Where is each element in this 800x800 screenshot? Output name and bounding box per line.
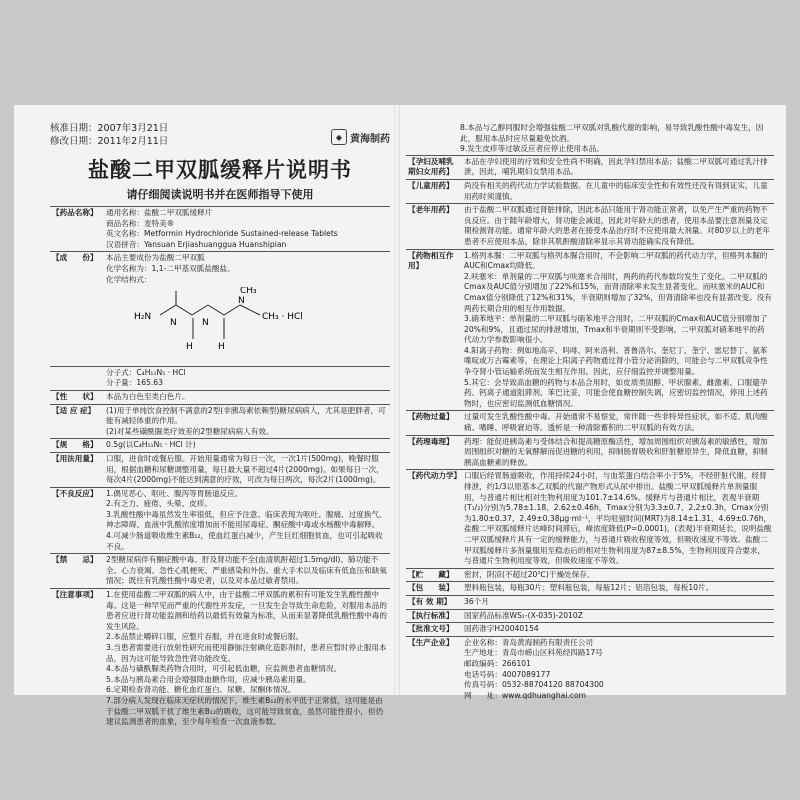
row-content <box>104 452 390 487</box>
row-content <box>462 568 774 582</box>
row-content <box>104 207 390 252</box>
row-text: 3.当患者需要进行放射性研究而使用静脉注射碘化造影剂时，患者应暂时停止服用本品，因为这可能导致急性肾功能改变。 <box>106 643 387 663</box>
logo-icon: ◆ <box>331 129 347 145</box>
row-content <box>104 366 390 390</box>
row-text: 汉语拼音：Yansuan Erjiashuanggua Huanshipian <box>106 239 287 249</box>
row-label: 【老年用药】 <box>406 204 462 249</box>
row-text: 本品主要成份为盐酸二甲双胍 <box>106 253 205 263</box>
revision-date: 修改日期：2011年2月11日 <box>50 136 169 147</box>
info-row <box>406 568 774 582</box>
left-column <box>50 105 390 729</box>
row-text: 2.呋塞米：单剂量的二甲双胍与呋塞米合用时，两药的药代参数均发生了变化。二甲双胍的Cmax及AUC值分别增加了22%和15%，而肾清除率未发生显著变化。而呋塞米的AUC和Cmax值分别降低了12%和31%，半衰期则增加了32%，但肾清除率也没有显著改变。没有两药长期合用的相互作用数据。 <box>464 271 772 313</box>
row-text: 密封，阴凉(不超过20℃)干燥处保存。 <box>464 569 595 579</box>
instruction-sheet <box>14 105 786 727</box>
company-lines <box>464 638 772 702</box>
row-text: (2)对某些磺酰脲类疗效差的2型糖尿病病人有效。 <box>106 426 274 436</box>
bond-line <box>240 305 260 315</box>
row-text: 0.5g(以C₄H₁₁N₅ · HCl 计) <box>106 440 196 450</box>
row-label: 【孕妇及哺乳期妇女用药】 <box>406 155 462 179</box>
row-label: 【执行标准】 <box>406 609 462 623</box>
bond-line <box>176 305 192 315</box>
row-text: 1.格列本脲：二甲双胍与格列本脲合用时，不会影响二甲双胍的药代动力学，但格列本脲的AUC和Cmax均降低。 <box>464 250 768 271</box>
bond-line <box>192 305 208 315</box>
row-text: 由于盐酸二甲双胍通过肾脏排除，因此本品只能用于肾功能正常者，以免产生严重的药物不良反应。由于随年龄增大，肾功能会减退，因此对年龄大的患者，使用本品要注意剂量及定期检测肾功能。通常年龄大的患者在接受本品治疗时不应使用最大剂量。对80岁以上的老年患者不应使用本品，除非其肌酐酸清除率显示其肾功能确实没有降低。 <box>464 205 770 246</box>
info-row <box>406 179 774 203</box>
company-text: 电话号码：4007089177 <box>464 669 551 679</box>
row-label: 【注意事项】 <box>50 589 104 729</box>
company-logo <box>331 129 390 145</box>
bond-line <box>208 305 224 315</box>
company-row <box>406 636 774 702</box>
row-label: 【贮 藏】 <box>406 568 462 582</box>
row-text: 化学结构式： <box>106 274 152 284</box>
bond-line <box>160 305 176 315</box>
row-text: 本品在孕妇使用的疗效和安全性尚不明确，因此孕妇禁用本品；盐酸二甲双胍可通过乳汁排泄，因此，哺乳期妇女禁用本品。 <box>464 156 768 177</box>
info-row <box>50 404 390 439</box>
row-content <box>462 435 774 470</box>
company-text: 生产地址：青岛市崂山区科苑经四路17号 <box>464 648 603 658</box>
row-text: 36个月 <box>464 596 489 606</box>
row-text: 7.部分病人发现在临床无症状的情况下，维生素B₁₂的水平低于正常值，这可能是由于盐酸二甲双胍干扰了维生素B₁₂的吸收，这可能导致贫血，虽然可能性很小，但仍建议监测患者的血象，至少每年检查一次血液参数。 <box>106 695 384 727</box>
logo-text: 黄海制药 <box>350 133 390 145</box>
row-content <box>462 582 774 596</box>
row-content <box>462 411 774 435</box>
row-content <box>462 595 774 609</box>
row-text: 1.偶见恶心、呕吐、腹泻等胃肠道反应。 <box>106 488 243 498</box>
row-content <box>104 252 390 366</box>
info-row <box>50 439 390 453</box>
atom-label: CH₃ <box>240 287 257 297</box>
atom-label: H <box>218 342 225 353</box>
row-label: 【药代动力学】 <box>406 470 462 568</box>
row-text: 2型糖尿病伴有酮症酸中毒、肝及肾功能不全(血清肌酐超过1.5mg/dl)、肺功能不全、心力衰竭、急性心肌梗死、严重感染和外伤、重大手术以及临床有低血压和缺氧情况；既往有乳酸性酸中毒史者，以及对本品过敏者禁用。 <box>106 555 387 586</box>
row-label: 【用法用量】 <box>50 452 104 487</box>
row-text: 2.本品禁止嚼碎口服，应整片吞服，并在进食时或餐后服。 <box>106 632 304 642</box>
row-text: 药理：能促进胰岛素与受体结合和提高糖原酶活性，增加周围组织对胰岛素的敏感性，增加周围组织对糖的无氧酵解而促进糖的利用，抑制肠胃吸收和肝脏糖原异生，降低血糖，抑制胰高血糖素的释放。 <box>464 436 768 467</box>
row-text: 2.有乏力、疲倦、头晕、皮疹。 <box>106 499 212 509</box>
row-text: 国家药品标准WS₁-(X-035)-2010Z <box>464 610 583 620</box>
row-label: 【禁 忌】 <box>50 554 104 589</box>
bond-line <box>224 305 240 315</box>
info-row <box>406 470 774 568</box>
row-text: 口服后经胃肠道吸收，作用持续24小时，与血浆蛋白结合率小于5%，不经肝脏代谢，经肾排泄，约1/3以原基本乙双胍的代谢产物形式从尿中排出。盐酸二甲双胍缓释片单剂量服用，与普通片相比相对生物利用度为101.7±14.6%。缓释片与普通片相比，表观半衰期(T₁/₂)分别为5.78±1.18、2.62±0.46h，Tmax分别为3.3±0.7、2.2±0.3h，Cmax分别为1.80±0.37、2.49±0.38μg·ml⁻¹，平均驻留时间(MRT)为8.14±1.31、4.69±0.76h，盐酸二甲双胍缓释片达峰时间滞后，峰浓度降低(P=0.0001)，(表观)半衰期延长，说明盐酸二甲双胍缓释片具有一定的缓释能力，与普通片吸收程度等效，但吸收速度不等效。盐酸二甲双胍缓释片多剂量服用至稳态后的相对生物利用度为87±8.5%，生物利用度符合要求，与普通片生物利用度等效，但吸收速度不等效。 <box>464 471 772 566</box>
row-text: 5.其它：会导致高血糖的药物与本品合用时，如皮质类固醇、甲状腺素、雌激素、口服避孕药、钙离子通道阻滞剂、苯巴比妥，可能会使血糖控制失调，应密切监控情况，停用上述药物时，也应密切监测低血糖情况。 <box>464 377 768 408</box>
row-label: 【适 应 症】 <box>50 404 104 439</box>
row-text: 分子量：165.63 <box>106 378 163 388</box>
row-text: 1.在使用盐酸二甲双胍的病人中，由于盐酸二甲双胍的累积有可能发生乳酸性酸中毒。这是一种罕见而严重的代谢性并发症，一旦发生会导致生命危险，对服用本品的患者应进行肾功能监测和给药以最低有效量为标准，从而来显著降低乳酸性酸中毒的发生风险。 <box>106 590 387 631</box>
atom-label: N <box>202 318 209 329</box>
row-content <box>462 155 774 179</box>
company-table <box>406 636 774 703</box>
atom-label: H₂N <box>134 312 152 323</box>
row-label: 【药品名称】 <box>50 207 104 252</box>
row-content <box>462 609 774 623</box>
row-text: 本品为白色至类白色片。 <box>106 391 190 401</box>
page-title: 盐酸二甲双胍缓释片说明书 <box>88 158 352 182</box>
info-row <box>406 435 774 470</box>
info-row <box>406 204 774 249</box>
atom-label: N <box>238 296 245 307</box>
precaution-text: 8.本品与乙醇同服时会增强盐酸二甲双胍对乳酸代谢的影响，易导致乳酸性酸中毒发生，因此，服用本品时应尽量避免饮酒。 <box>460 123 764 143</box>
row-label <box>50 366 104 390</box>
info-row <box>50 390 390 404</box>
row-label: 【药理毒理】 <box>406 435 462 470</box>
info-row <box>406 609 774 623</box>
row-text: 分子式：C₄H₁₁N₅ · HCl <box>106 367 186 377</box>
company-text: 传真号码：0532-88704120 88704300 <box>464 680 604 690</box>
row-text: 6.定期检查肾功能、糖化血红蛋白、尿糖、尿酮体情况。 <box>106 685 296 695</box>
row-label: 【成 份】 <box>50 252 104 366</box>
row-content <box>104 487 390 554</box>
info-row <box>406 595 774 609</box>
row-label: 【药物过量】 <box>406 411 462 435</box>
row-text: 商品名称：麦特美® <box>106 218 175 228</box>
info-row <box>50 366 390 390</box>
row-text: 化学名称为：1,1-二甲基双胍盐酸盐。 <box>106 263 235 273</box>
info-row <box>406 623 774 636</box>
page-subtitle: 请仔细阅读说明书并在医师指导下使用 <box>126 188 314 201</box>
chemical-structure <box>130 287 330 359</box>
left-info-table <box>50 206 390 729</box>
row-text: 过量可发生乳酸性酸中毒。开始通常不易察觉，常伴随一些非特异性症状，如不适、肌肉酸痛、嗜睡、呼吸窘迫等。透析是一种清除蓄积的二甲双胍的有效方法。 <box>464 412 768 433</box>
row-text: 国药准字H20040154 <box>464 624 539 634</box>
info-row <box>50 589 390 729</box>
row-text: (1)用于单纯饮食控制不满意的2型(非胰岛素依赖型)糖尿病病人，尤其是肥胖者，可能有减轻体重的作用。 <box>106 405 386 426</box>
info-row <box>406 155 774 179</box>
right-column <box>406 105 774 702</box>
row-content <box>462 179 774 203</box>
company-text: 邮政编码：266101 <box>464 658 531 668</box>
row-text: 通用名称：盐酸二甲双胍缓释片 <box>106 208 213 217</box>
info-row <box>406 249 774 411</box>
info-row <box>406 582 774 596</box>
row-text: 5.本品与胰岛素合用会增强降血糖作用，应减少胰岛素用量。 <box>106 674 311 684</box>
atom-label: N <box>170 318 177 329</box>
precaution-text: 9.发生皮疹等过敏反应者应停止使用本品。 <box>460 144 604 154</box>
row-text: 塑料瓶包装，每瓶30片；塑料瓶包装，每瓶12片；铝箔包装，每板10片。 <box>464 583 714 593</box>
atom-label: CH₃ · HCl <box>262 312 303 323</box>
right-info-table <box>406 155 774 636</box>
precautions-continued <box>406 123 774 155</box>
row-label: 【有 效 期】 <box>406 595 462 609</box>
row-text: 英文名称：Metformin Hydrochloride Sustained-release Tablets <box>106 229 338 239</box>
row-content <box>104 589 390 729</box>
row-content <box>104 404 390 439</box>
approval-date: 核准日期：2007年3月21日 <box>50 123 169 134</box>
row-text: 3.乳酸性酸中毒虽然发生率很低，但应予注意。临床表现为呕吐、腹痛、过度换气、神志障碍、血液中乳酸浓度增加而不能用尿毒症、酮症酸中毒或水杨酸中毒解释。 <box>106 509 387 530</box>
row-content <box>462 249 774 411</box>
info-row <box>50 207 390 252</box>
company-info <box>462 636 774 702</box>
row-content <box>104 554 390 589</box>
row-label: 【儿童用药】 <box>406 179 462 203</box>
row-text: 尚没有相关的药代动力学试验数据。在儿童中的临床安全性和有效性还没有得到证实，儿童用药时须谨慎。 <box>464 180 768 201</box>
atom-label: H <box>186 342 193 353</box>
row-content <box>462 623 774 636</box>
row-content <box>104 390 390 404</box>
row-text: 4.阳离子药物：例如地高辛、吗啡、阿米洛利、普鲁洛尔、奎尼丁、奎宁、雷尼替丁、氨苯喋啶或万古霉素等，在理论上阳离子药物通过肾小管分泌消除的，可能会与二甲双胍竞争性争夺肾小管运输系统而发生相互作用。因此，应仔细监控并调整用量。 <box>464 345 768 377</box>
row-label: 【不良反应】 <box>50 487 104 554</box>
info-row <box>406 411 774 435</box>
row-label: 【规 格】 <box>50 439 104 453</box>
row-text: 3.硝苯地平：单剂量的二甲双胍与硝苯地平合用时，二甲双胍的Cmax和AUC值分别增加了20%和9%，且通过尿的排泄增加，Tmax和半衰期则不受影响。二甲双胍对硝苯地平的药代动力学参数影响很小。 <box>464 314 768 345</box>
row-label: 【批准文号】 <box>406 623 462 636</box>
company-label: 【生产企业】 <box>406 636 462 702</box>
row-label: 【性 状】 <box>50 390 104 404</box>
info-row <box>50 452 390 487</box>
company-text: 网 址：www.qdhuanghai.com <box>464 690 587 700</box>
row-label: 【药物相互作用】 <box>406 249 462 411</box>
info-row <box>50 252 390 366</box>
row-label: 【包 装】 <box>406 582 462 596</box>
sheet-fold <box>394 105 400 695</box>
row-text: 口服，进食时或餐后服。开始用量通常为每日一次，一次1片(500mg)，晚餐时服用，根据血糖和尿糖调整用量，每日最大量不超过4片(2000mg)。如果每日一次，每次4片(2000mg)不能达到满意的疗效，可改为每日两次，每次2片(1000mg)。 <box>106 453 384 485</box>
row-text: 4.可减少肠道吸收维生素B₁₂，使血红蛋白减少，产生巨红细胞贫血，也可引起吸收不良。 <box>106 531 383 551</box>
info-row <box>50 487 390 554</box>
row-content <box>462 204 774 249</box>
info-row <box>50 554 390 589</box>
row-content <box>104 439 390 453</box>
company-text: 企业名称：青岛黄海制药有限责任公司 <box>464 637 594 647</box>
row-content <box>462 470 774 568</box>
row-text: 4.本品与磺酰脲类药物合用时，可引起低血糖，应监测患者血糖情况。 <box>106 664 342 674</box>
